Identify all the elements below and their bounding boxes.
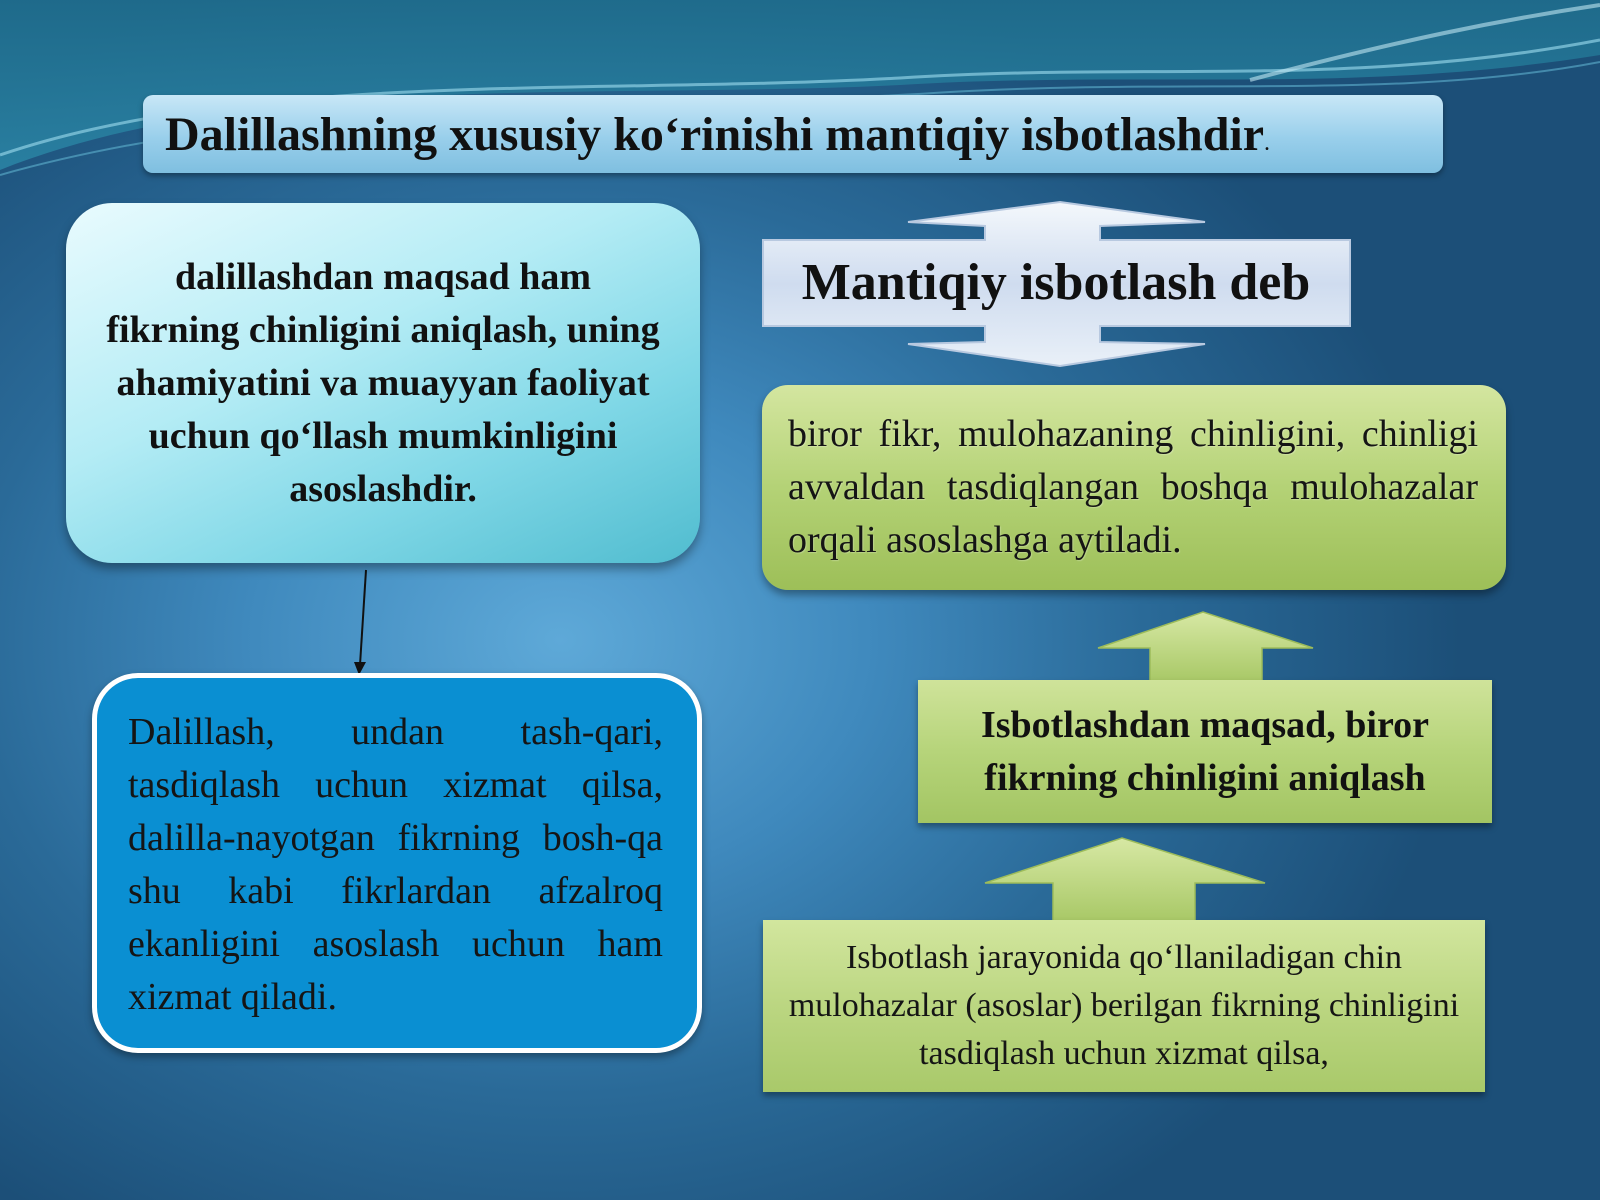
up-arrow-upper — [1098, 612, 1313, 682]
dalillash-text: Dalillash, undan tash-qari, tasdiqlash uchun xizmat qilsa, dalilla-nayotgan fikrning bosh-qa shu kabi fikrlardan afzalroq ekanligini asoslash uchun ham xizmat qiladi. — [128, 711, 663, 1018]
title-main: Dalillashning xususiy ko‘rinishi mantiqiy isbotlashdir — [165, 107, 1265, 161]
definition-label: Mantiqiy isbotlash deb — [801, 253, 1311, 311]
proof-purpose-box — [918, 680, 1492, 823]
proof-purpose-text: Isbotlashdan maqsad, biror fikrning chinligini aniqlash — [980, 703, 1430, 799]
proof-process-box — [763, 920, 1485, 1092]
purpose-text: dalillashdan maqsad ham fikrning chinligini aniqlash, uning ahamiyatini va muayyan faoliyat uchun qo‘llash mumkinligini asoslashdir. — [106, 255, 660, 510]
proof-process-text: Isbotlash jarayonida qo‘llaniladigan chin mulohazalar (asoslar) berilgan fikrning chinligini tasdiqlash uchun xizmat qilsa, — [788, 939, 1460, 1072]
definition-text: biror fikr, mulohazaning chinligini, chinligi avvaldan tasdiqlangan boshqa mulohazalar orqali asoslashga aytiladi. — [788, 413, 1478, 561]
up-arrow-lower — [985, 838, 1265, 922]
slide-title — [165, 107, 1270, 162]
title-banner — [143, 95, 1443, 173]
connector-line — [360, 570, 366, 665]
title-period: . — [1264, 129, 1271, 156]
purpose-box — [66, 203, 700, 563]
